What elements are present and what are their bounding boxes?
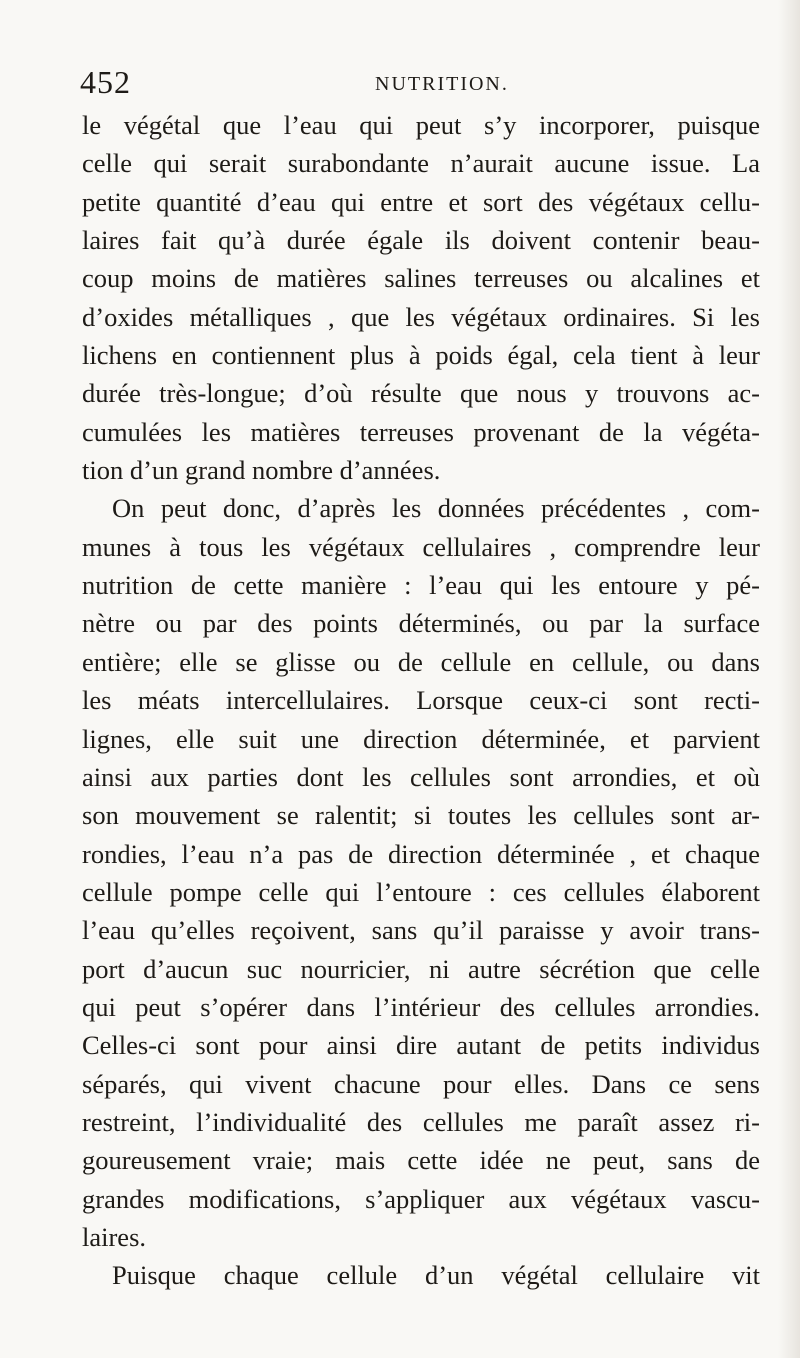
text-line: grandes modifications, s’appliquer aux végétaux vascu-: [82, 1183, 760, 1214]
text-line: qui peut s’opérer dans l’intérieur des cellules arrondies.: [82, 991, 760, 1022]
text-line: nutrition de cette manière : l’eau qui les entoure y pé-: [82, 570, 760, 601]
text-line: durée très-longue; d’où résulte que nous y trouvons ac-: [82, 378, 760, 409]
text-line: l’eau qu’elles reçoivent, sans qu’il paraisse y avoir trans-: [82, 915, 760, 946]
text-line: rondies, l’eau n’a pas de direction déterminée , et chaque: [82, 838, 760, 869]
text-line: laires.: [82, 1221, 147, 1252]
text-line: port d’aucun suc nourricier, ni autre sécrétion que celle: [82, 953, 760, 984]
page-edge-shadow: [778, 0, 800, 1358]
text-line: entière; elle se glisse ou de cellule en cellule, ou dans: [82, 646, 760, 677]
text-line: séparés, qui vivent chacune pour elles. Dans ce sens: [82, 1068, 760, 1099]
text-line: coup moins de matières salines terreuses ou alcalines et: [82, 263, 760, 294]
text-line: goureusement vraie; mais cette idée ne peut, sans de: [82, 1145, 760, 1176]
text-line: cumulées les matières terreuses provenant de la végéta-: [82, 416, 760, 447]
text-line: lignes, elle suit une direction déterminée, et parvient: [82, 723, 760, 754]
text-line: nètre ou par des points déterminés, ou par la surface: [82, 608, 760, 639]
text-line: celle qui serait surabondante n’aurait aucune issue. La: [82, 148, 760, 179]
text-line: les méats intercellulaires. Lorsque ceux-ci sont recti-: [82, 685, 760, 716]
text-line: Celles-ci sont pour ainsi dire autant de petits individus: [82, 1030, 760, 1061]
text-line: son mouvement se ralentit; si toutes les cellules sont ar-: [82, 800, 760, 831]
text-line: restreint, l’individualité des cellules me paraît assez ri-: [82, 1106, 760, 1137]
text-line: cellule pompe celle qui l’entoure : ces cellules élaborent: [82, 876, 760, 907]
text-line: On peut donc, d’après les données précédentes , com-: [112, 493, 760, 524]
text-line: lichens en contiennent plus à poids égal, cela tient à leur: [82, 340, 760, 371]
page-header: [80, 64, 760, 104]
page-number: 452: [80, 64, 131, 100]
text-line: munes à tous les végétaux cellulaires , comprendre leur: [82, 531, 760, 562]
text-line: le végétal que l’eau qui peut s’y incorporer, puisque: [82, 110, 760, 140]
text-line: Puisque chaque cellule d’un végétal cellulaire vit: [112, 1260, 760, 1291]
text-line: d’oxides métalliques , que les végétaux ordinaires. Si les: [82, 301, 760, 332]
body-text: [82, 106, 760, 1295]
running-head: NUTRITION.: [375, 73, 509, 95]
text-line: tion d’un grand nombre d’années.: [82, 455, 441, 486]
text-line: petite quantité d’eau qui entre et sort des végétaux cellu-: [82, 186, 760, 217]
text-line: ainsi aux parties dont les cellules sont arrondies, et où: [82, 761, 760, 792]
text-line: laires fait qu’à durée égale ils doivent contenir beau-: [82, 225, 760, 256]
